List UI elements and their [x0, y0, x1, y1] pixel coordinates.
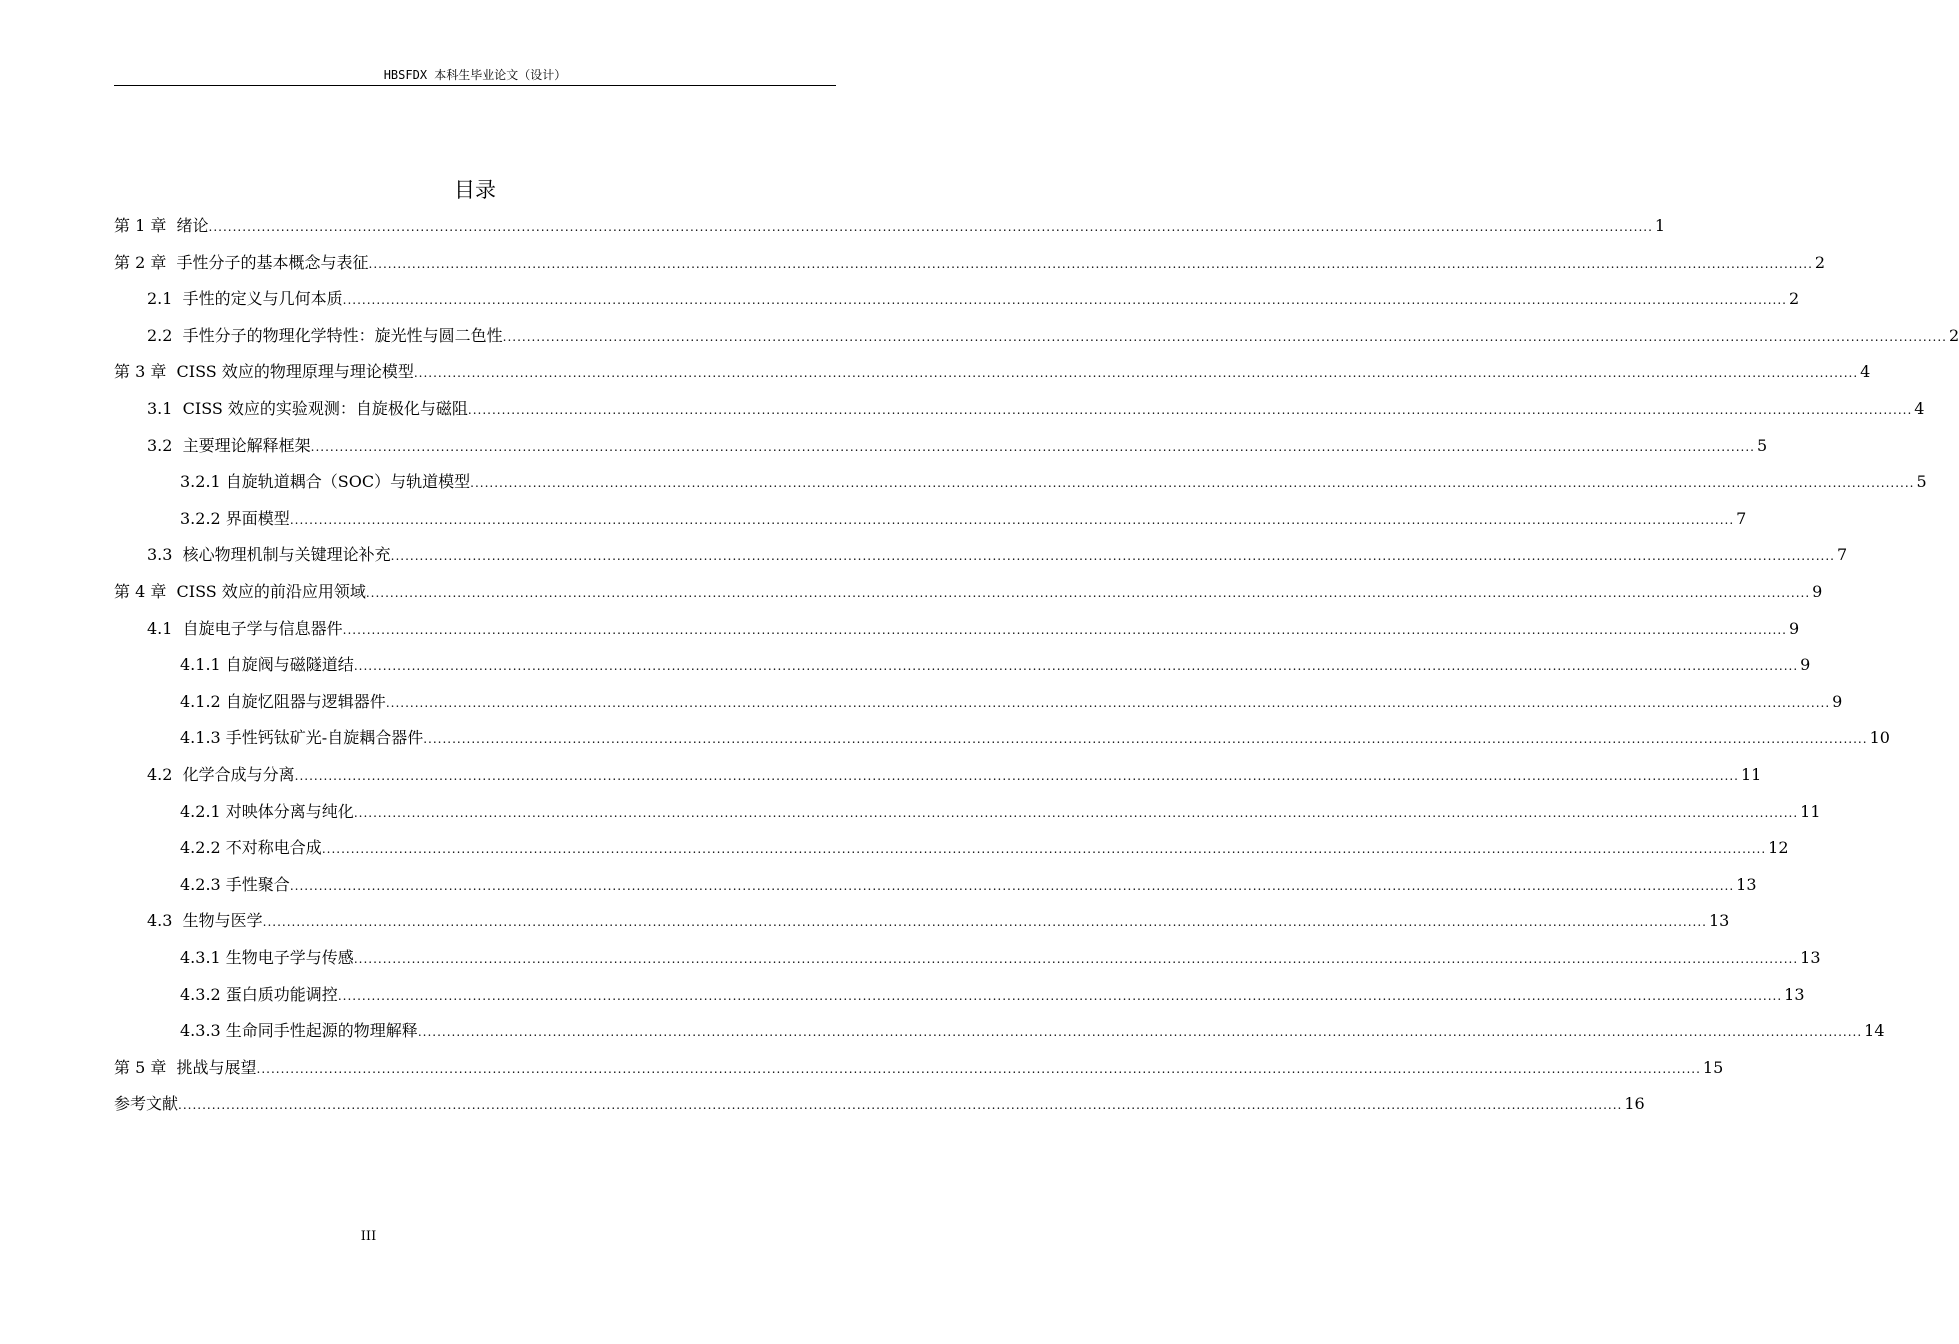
toc-entry-page: 5 — [1916, 472, 1927, 492]
toc-entry-page: 16 — [1624, 1094, 1645, 1114]
toc-entry-number: 第 3 章 — [114, 362, 177, 382]
toc-entry-page: 9 — [1812, 582, 1823, 601]
toc-entry-title: 挑战与展望 — [176, 1057, 257, 1077]
toc-entry[interactable] — [180, 981, 1805, 1009]
toc-entry-title: 生物与医学 — [182, 911, 263, 931]
toc-entry-number: 第 5 章 — [114, 1057, 177, 1077]
toc-entry[interactable] — [180, 1017, 1885, 1045]
toc-entry-number: 4.1.3 — [180, 728, 226, 748]
toc-entry-page: 12 — [1768, 838, 1789, 858]
toc-entry[interactable] — [114, 212, 1666, 240]
toc-dot-leader: ............................................................................................................................................................................................................................................................................................................ — [353, 952, 1799, 966]
toc-entry[interactable] — [114, 1090, 1645, 1118]
toc-entry-page: 2 — [1788, 289, 1800, 309]
toc-entry[interactable] — [147, 322, 1959, 350]
toc-dot-leader: ............................................................................................................................................................................................................................................................................................................ — [310, 439, 1755, 454]
toc-entry-number: 4.1.2 — [180, 691, 226, 711]
toc-entry-number: 4.1 — [147, 618, 183, 638]
toc-entry[interactable] — [147, 907, 1730, 935]
toc-entry-number: 4.3.3 — [180, 1021, 226, 1041]
toc-entry-title: 生命同手性起源的物理解释 — [225, 1021, 418, 1041]
toc-entry-number: 第 4 章 — [114, 582, 177, 601]
toc-entry-title: 自旋电子学与信息器件 — [182, 618, 343, 638]
toc-entry-title: CISS 效应的实验观测：自旋极化与磁阻 — [182, 399, 468, 418]
toc-entry[interactable] — [180, 871, 1757, 899]
toc-entry[interactable] — [180, 468, 1927, 496]
toc-entry-title: 生物电子学与传感 — [225, 948, 354, 967]
toc-dot-leader: ............................................................................................................................................................................................................................................................................................................ — [289, 512, 1735, 527]
toc-dot-leader: ............................................................................................................................................................................................................................................................................................................ — [417, 1025, 1863, 1040]
toc-entry-title: 蛋白质功能调控 — [225, 984, 338, 1004]
toc-entry-page: 10 — [1869, 728, 1890, 748]
toc-entry[interactable] — [147, 615, 1800, 643]
toc-entry-page: 4 — [1860, 362, 1871, 382]
toc-entry-number: 4.3.2 — [180, 984, 226, 1004]
toc-entry-title: CISS 效应的前沿应用领域 — [176, 582, 366, 601]
toc-entry-number: 2.1 — [147, 289, 183, 309]
toc-entry[interactable] — [114, 358, 1871, 386]
toc-dot-leader: ............................................................................................................................................................................................................................................................................................................ — [413, 366, 1859, 381]
toc-dot-leader: ............................................................................................................................................................................................................................................................................................................ — [321, 842, 1767, 857]
toc-dot-leader: ............................................................................................................................................................................................................................................................................................................ — [208, 220, 1653, 234]
toc-entry-number: 4.3.1 — [180, 948, 226, 967]
toc-entry-title: CISS 效应的物理原理与理论模型 — [176, 362, 414, 382]
toc-entry-number: 4.2.3 — [180, 874, 226, 894]
toc-entry-title: 绪论 — [176, 216, 209, 235]
toc-dot-leader: ............................................................................................................................................................................................................................................................................................................ — [289, 878, 1735, 893]
toc-entry-title: 化学合成与分离 — [182, 765, 295, 784]
toc-entry[interactable] — [180, 834, 1789, 862]
toc-entry-title: 不对称电合成 — [225, 838, 322, 858]
toc-entry-title: 手性聚合 — [225, 874, 290, 894]
toc-dot-leader: ............................................................................................................................................................................................................................................................................................................ — [502, 329, 1947, 344]
toc-entry-number: 3.2 — [147, 435, 183, 455]
toc-dot-leader: ............................................................................................................................................................................................................................................................................................................ — [262, 915, 1707, 930]
toc-entry-page: 4 — [1914, 399, 1925, 418]
toc-dot-leader: ............................................................................................................................................................................................................................................................................................................ — [423, 732, 1868, 747]
toc-entry-page: 2 — [1814, 252, 1826, 272]
toc-entry[interactable] — [147, 395, 1925, 423]
toc-entry-title: 核心物理机制与关键理论补充 — [182, 545, 391, 565]
toc-entry[interactable] — [114, 249, 1826, 277]
toc-entry-title: 界面模型 — [225, 508, 290, 528]
toc-entry-page: 13 — [1784, 984, 1805, 1004]
toc-entry-page: 14 — [1864, 1021, 1885, 1041]
page-header: HBSFDX 本科生毕业论文（设计） — [383, 68, 567, 82]
toc-dot-leader: ............................................................................................................................................................................................................................................................................................................ — [353, 659, 1799, 674]
toc-entry-page: 5 — [1756, 435, 1768, 455]
toc-entry-page: 13 — [1708, 911, 1730, 931]
toc-entry-page: 1 — [1654, 216, 1666, 235]
toc-entry-title: 手性分子的物理化学特性：旋光性与圆二色性 — [182, 325, 503, 345]
toc-entry-title: 自旋忆阻器与逻辑器件 — [225, 691, 386, 711]
toc-title: 目录 — [454, 178, 496, 202]
toc-dot-leader: ............................................................................................................................................................................................................................................................................................................ — [256, 1061, 1701, 1076]
toc-entry-number: 2.2 — [147, 325, 183, 345]
toc-entry[interactable] — [147, 761, 1762, 789]
toc-entry-page: 9 — [1800, 655, 1811, 675]
toc-entry-number: 3.3 — [147, 545, 183, 565]
toc-entry-title: 主要理论解释框架 — [182, 435, 311, 455]
toc-entry-page: 2 — [1948, 325, 1959, 345]
toc-dot-leader: ............................................................................................................................................................................................................................................................................................................ — [467, 403, 1913, 417]
toc-entry-page: 9 — [1832, 691, 1843, 711]
toc-entry-page: 7 — [1836, 545, 1848, 565]
toc-dot-leader: ............................................................................................................................................................................................................................................................................................................ — [385, 695, 1831, 710]
toc-entry-number: 4.2.1 — [180, 801, 226, 821]
toc-entry-title: 参考文献 — [114, 1094, 179, 1114]
toc-entry[interactable] — [147, 432, 1768, 460]
page-number: III — [360, 1229, 377, 1244]
toc-entry-number: 4.3 — [147, 911, 183, 931]
toc-entry-number: 4.2 — [147, 765, 183, 784]
toc-dot-leader: ............................................................................................................................................................................................................................................................................................................ — [390, 549, 1835, 564]
toc-entry[interactable] — [114, 1054, 1724, 1082]
toc-entry-number: 第 2 章 — [114, 252, 177, 272]
toc-entry-title: 自旋轨道耦合（SOC）与轨道模型 — [225, 472, 471, 492]
toc-entry-title: 对映体分离与纯化 — [225, 801, 354, 821]
toc-dot-leader: ............................................................................................................................................................................................................................................................................................................ — [294, 769, 1739, 783]
toc-entry[interactable] — [180, 724, 1890, 752]
toc-dot-leader: ............................................................................................................................................................................................................................................................................................................ — [365, 586, 1811, 600]
toc-entry[interactable] — [180, 798, 1821, 826]
toc-entry-page: 7 — [1736, 508, 1747, 528]
toc-entry[interactable] — [147, 541, 1848, 569]
toc-entry-page: 13 — [1736, 874, 1757, 894]
toc-entry-number: 3.2.1 — [180, 472, 226, 492]
toc-entry[interactable] — [180, 505, 1747, 533]
toc-entry-page: 9 — [1788, 618, 1800, 638]
toc-dot-leader: ............................................................................................................................................................................................................................................................................................................ — [342, 293, 1787, 308]
toc-entry-title: 自旋阀与磁隧道结 — [225, 655, 354, 675]
toc-entry-title: 手性钙钛矿光-自旋耦合器件 — [225, 728, 424, 748]
toc-entry[interactable] — [180, 944, 1821, 972]
toc-entry-number: 4.2.2 — [180, 838, 226, 858]
toc-dot-leader: ............................................................................................................................................................................................................................................................................................................ — [342, 622, 1787, 637]
toc-dot-leader: ............................................................................................................................................................................................................................................................................................................ — [353, 805, 1799, 820]
toc-entry-number: 3.1 — [147, 399, 183, 418]
toc-entry-title: 手性分子的基本概念与表征 — [176, 252, 369, 272]
toc-entry[interactable] — [180, 688, 1843, 716]
toc-dot-leader: ............................................................................................................................................................................................................................................................................................................ — [368, 256, 1813, 271]
toc-entry[interactable] — [147, 285, 1800, 313]
toc-entry-page: 13 — [1800, 948, 1821, 967]
toc-entry-number: 第 1 章 — [114, 216, 177, 235]
toc-entry-page: 11 — [1800, 801, 1821, 821]
toc-entry-number: 3.2.2 — [180, 508, 226, 528]
toc-dot-leader: ............................................................................................................................................................................................................................................................................................................ — [470, 476, 1915, 491]
toc-entry[interactable] — [180, 651, 1811, 679]
toc-entry[interactable] — [114, 578, 1823, 606]
toc-entry-title: 手性的定义与几何本质 — [182, 289, 343, 309]
toc-dot-leader: ............................................................................................................................................................................................................................................................................................................ — [178, 1098, 1623, 1113]
toc-dot-leader: ............................................................................................................................................................................................................................................................................................................ — [337, 988, 1783, 1003]
toc-entry-page: 11 — [1740, 765, 1762, 784]
toc-entry-number: 4.1.1 — [180, 655, 226, 675]
toc-entry-page: 15 — [1702, 1057, 1724, 1077]
